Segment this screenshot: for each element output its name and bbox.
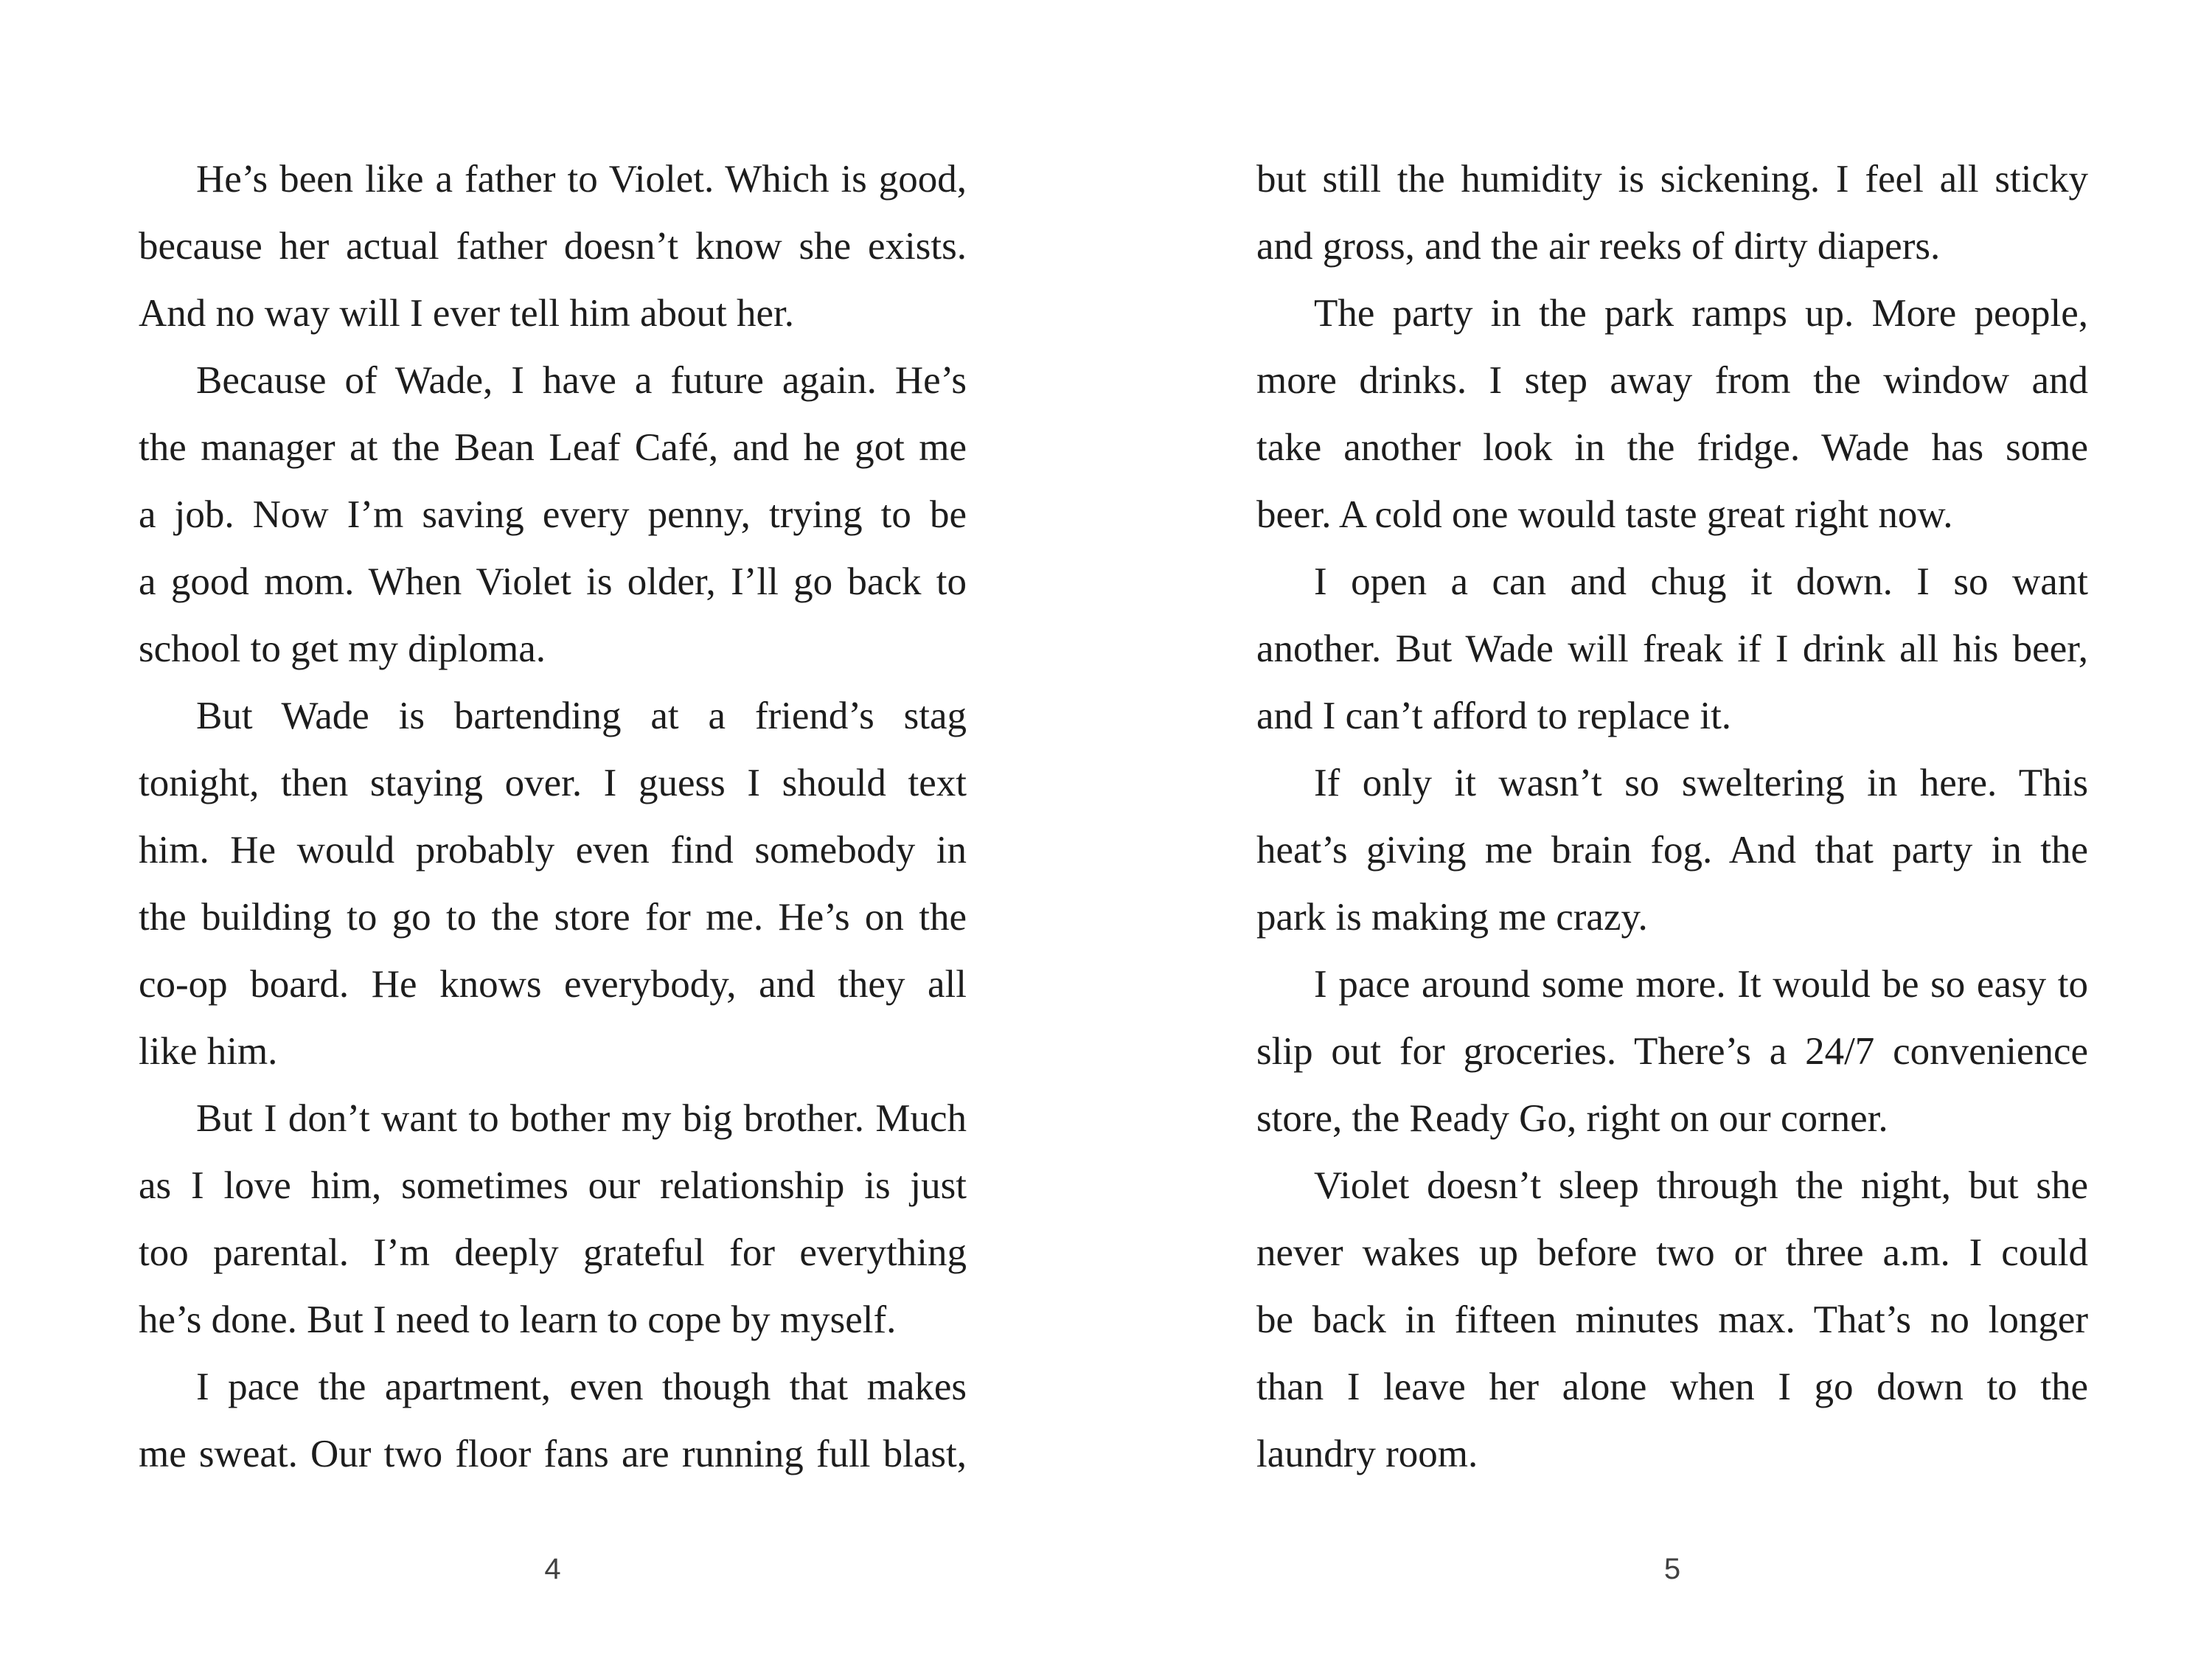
text-line: and I can’t afford to replace it.: [1256, 695, 1732, 737]
text-line: And no way will I ever tell him about her.: [139, 292, 795, 335]
text-line: Because of Wade, I have a future again. He’s: [196, 359, 967, 402]
text-line: the manager at the Bean Leaf Café, and he got me: [139, 426, 967, 469]
text-line: But I don’t want to bother my big brother. Much: [196, 1097, 967, 1140]
page-right-text-column: [1256, 146, 2088, 1488]
text-line: and gross, and the air reeks of dirty diapers.: [1256, 225, 1941, 268]
text-line: school to get my diploma.: [139, 627, 546, 670]
text-line: I pace the apartment, even though that makes: [196, 1366, 967, 1408]
text-line: But Wade is bartending at a friend’s stag: [196, 695, 967, 737]
text-line: be back in fifteen minutes max. That’s no longer: [1256, 1298, 2088, 1341]
text-line: but still the humidity is sickening. I feel all sticky: [1256, 158, 2088, 201]
text-line: he’s done. But I need to learn to cope by myself.: [139, 1298, 897, 1341]
text-line: co-op board. He knows everybody, and they all: [139, 963, 967, 1006]
text-line: too parental. I’m deeply grateful for everything: [139, 1231, 967, 1274]
text-line: another. But Wade will freak if I drink all his beer,: [1256, 627, 2088, 670]
text-line: laundry room.: [1256, 1433, 1478, 1475]
text-line: the building to go to the store for me. He’s on the: [139, 896, 967, 939]
text-line: more drinks. I step away from the window and: [1256, 359, 2088, 402]
text-line: slip out for groceries. There’s a 24/7 convenience: [1256, 1030, 2088, 1073]
text-line: The party in the park ramps up. More people,: [1314, 292, 2088, 335]
text-line: park is making me crazy.: [1256, 896, 1648, 939]
text-line: beer. A cold one would taste great right now.: [1256, 493, 1953, 536]
text-line: He’s been like a father to Violet. Which is good,: [196, 158, 967, 201]
text-line: If only it wasn’t so sweltering in here. This: [1314, 762, 2088, 804]
text-line: like him.: [139, 1030, 278, 1073]
page-number-left: 4: [544, 1553, 561, 1585]
text-line: never wakes up before two or three a.m. I could: [1256, 1231, 2088, 1274]
text-line: tonight, then staying over. I guess I should text: [139, 762, 967, 804]
text-line: as I love him, sometimes our relationship is just: [139, 1164, 967, 1207]
text-line: Violet doesn’t sleep through the night, but she: [1314, 1164, 2088, 1207]
text-line: store, the Ready Go, right on our corner.: [1256, 1097, 1888, 1140]
text-line: I pace around some more. It would be so easy to: [1314, 963, 2088, 1006]
text-line: heat’s giving me brain fog. And that party in the: [1256, 829, 2088, 872]
text-line: him. He would probably even find somebody in: [139, 829, 967, 872]
text-line: because her actual father doesn’t know she exists.: [139, 225, 967, 268]
text-line: a job. Now I’m saving every penny, trying to be: [139, 493, 967, 536]
page-left-text-column: [139, 146, 967, 1488]
text-line: me sweat. Our two floor fans are running full blast,: [139, 1433, 967, 1475]
page-number-right: 5: [1663, 1553, 1681, 1585]
text-line: than I leave her alone when I go down to the: [1256, 1366, 2088, 1408]
text-line: take another look in the fridge. Wade has some: [1256, 426, 2088, 469]
text-line: I open a can and chug it down. I so want: [1314, 560, 2088, 603]
text-line: a good mom. When Violet is older, I’ll go back to: [139, 560, 967, 603]
